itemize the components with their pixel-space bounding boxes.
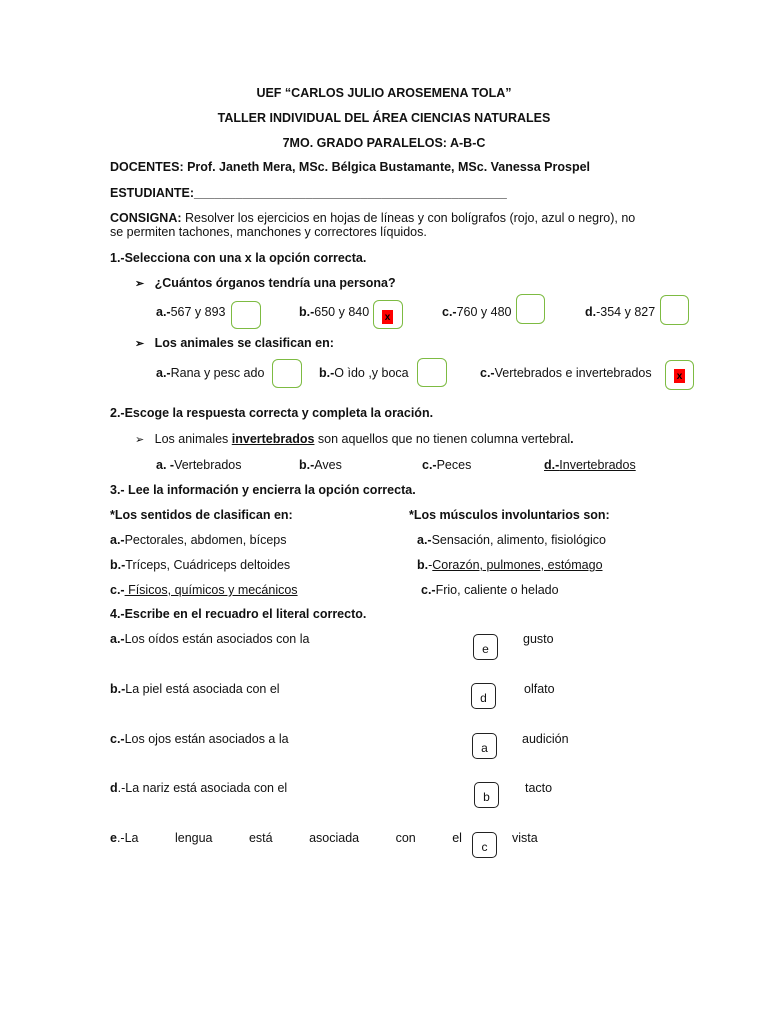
section3-title: 3.- Lee la información y encierra la opción correcta. — [110, 483, 416, 497]
col1-option-c: c.- Físicos, químicos y mecánicos — [110, 583, 298, 597]
section2-title: 2.-Escoge la respuesta correcta y completa la oración. — [110, 406, 434, 420]
arrow-bullet-icon: ➢ — [135, 278, 145, 290]
col1-heading: *Los sentidos de clasifican en: — [110, 508, 293, 522]
question-2-text: Los animales se clasifican en: — [154, 336, 334, 350]
s2-option-a: a. -Vertebrados — [156, 458, 242, 472]
student-line: ESTUDIANTE:_____________________________________________ — [110, 186, 507, 200]
s4-row-b: b.-La piel está asociada con el — [110, 682, 280, 696]
q1-option-d-checkbox[interactable] — [660, 295, 689, 325]
q1-option-b: b.-650 y 840 — [299, 305, 370, 319]
s4-row-b-sense: olfato — [524, 682, 555, 696]
workshop-title: TALLER INDIVIDUAL DEL ÁREA CIENCIAS NATURALES — [217, 111, 551, 125]
q2-option-b: b.-O ìdo ,y boca — [319, 366, 409, 380]
section2-sentence: ➢ Los animales invertebrados son aquellos que no tienen columna vertebral. — [135, 432, 574, 446]
q1-option-a-checkbox[interactable] — [231, 301, 261, 329]
arrow-bullet-icon: ➢ — [135, 338, 145, 350]
question-1 — [135, 276, 396, 290]
s4-row-c-sense: audición — [522, 732, 569, 746]
section4-title: 4.-Escribe en el recuadro el literal correcto. — [110, 607, 367, 621]
s2-option-c: c.-Peces — [422, 458, 472, 472]
col2-option-c: c.-Frio, caliente o helado — [421, 583, 559, 597]
sentence-answer: invertebrados — [231, 432, 315, 446]
question-1-text: ¿Cuántos órganos tendría una persona? — [154, 276, 396, 290]
q2-option-c: c.-Vertebrados e invertebrados — [480, 366, 652, 380]
s4-row-b-answer-box[interactable]: d — [471, 683, 496, 709]
q1-option-c-checkbox[interactable] — [516, 294, 545, 324]
instruction-label: CONSIGNA: — [110, 211, 182, 225]
q2-option-c-mark: x — [674, 369, 685, 383]
s4-row-a-answer-box[interactable]: e — [473, 634, 498, 660]
s4-row-a-sense: gusto — [523, 632, 554, 646]
grade-line: 7MO. GRADO PARALELOS: A-B-C — [282, 136, 486, 150]
q1-option-b-mark: x — [382, 310, 393, 324]
instruction-text-1: Resolver los ejercicios en hojas de líneas y con bolígrafos (rojo, azul o negro), no — [181, 211, 636, 225]
q2-option-b-checkbox[interactable] — [417, 358, 447, 387]
q2-option-a-checkbox[interactable] — [272, 359, 302, 388]
s4-row-c-answer-box[interactable]: a — [472, 733, 497, 759]
s4-row-e-sense: vista — [512, 831, 538, 845]
s4-row-e: e.-La lengua está asociada con el — [110, 831, 462, 845]
s4-row-d: d.-La nariz está asociada con el — [110, 781, 288, 795]
s2-option-b: b.-Aves — [299, 458, 342, 472]
s4-row-a: a.-Los oídos están asociados con la — [110, 632, 310, 646]
q1-option-a: a.-567 y 893 — [156, 305, 226, 319]
instruction-line-2: se permiten tachones, manchones y correctores líquidos. — [110, 225, 427, 239]
q1-option-c: c.-760 y 480 — [442, 305, 512, 319]
arrow-bullet-icon: ➢ — [135, 434, 145, 446]
col1-option-a: a.-Pectorales, abdomen, bíceps — [110, 533, 287, 547]
col2-heading: *Los músculos involuntarios son: — [409, 508, 610, 522]
instruction-line-1 — [110, 211, 635, 225]
s2-option-d: d.-Invertebrados — [544, 458, 636, 472]
col2-option-a: a.-Sensación, alimento, fisiológico — [417, 533, 606, 547]
s4-row-e-answer-box[interactable]: c — [472, 832, 497, 858]
q2-option-a: a.-Rana y pesc ado — [156, 366, 265, 380]
col2-option-b: b.-Corazón, pulmones, estómago — [417, 558, 603, 572]
s4-row-c: c.-Los ojos están asociados a la — [110, 732, 289, 746]
school-name: UEF “CARLOS JULIO AROSEMENA TOLA” — [256, 86, 512, 100]
q1-option-d: d.-354 y 827 — [585, 305, 656, 319]
question-2 — [135, 336, 334, 350]
teachers-line: DOCENTES: Prof. Janeth Mera, MSc. Bélgica Bustamante, MSc. Vanessa Prospel — [110, 160, 591, 174]
col1-option-b: b.-Tríceps, Cuádriceps deltoides — [110, 558, 291, 572]
s4-row-d-answer-box[interactable]: b — [474, 782, 499, 808]
section1-title: 1.-Selecciona con una x la opción correcta. — [110, 251, 367, 265]
s4-row-d-sense: tacto — [525, 781, 553, 795]
